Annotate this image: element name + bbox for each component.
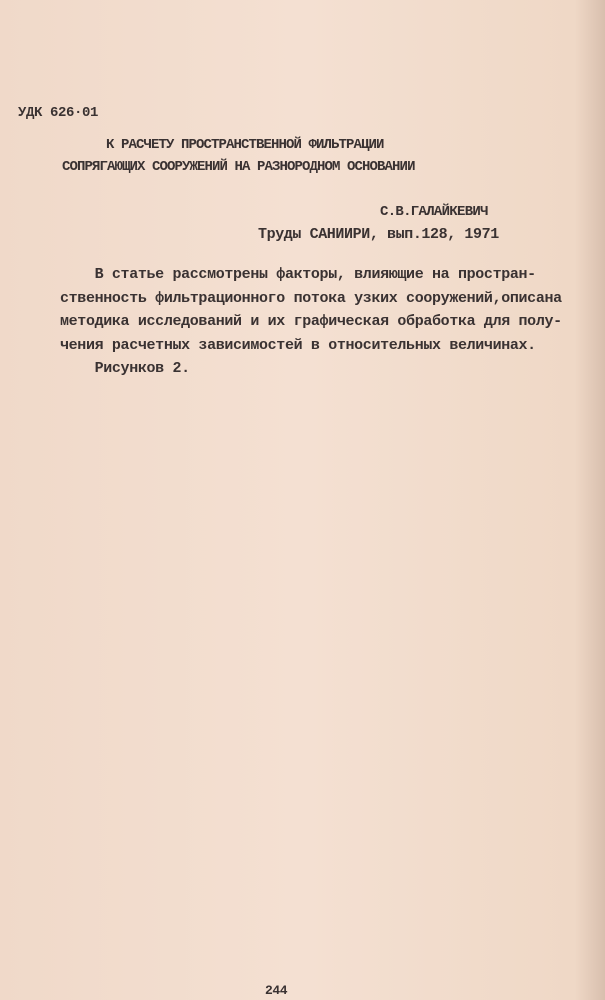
title-line-2: СОПРЯГАЮЩИХ СООРУЖЕНИЙ НА РАЗНОРОДНОМ ОСНОВАНИИ xyxy=(62,159,415,175)
abstract-line: ственность фильтрационного потока узких сооружений,описана xyxy=(60,289,562,307)
page-number: 244 xyxy=(265,983,288,998)
abstract xyxy=(60,263,562,381)
author: С.В.ГАЛАЙКЕВИЧ xyxy=(380,204,488,220)
abstract-line: методика исследований и их графическая обработка для полу- xyxy=(60,313,562,330)
abstract-line: Рисунков 2. xyxy=(60,360,190,377)
udk-code: УДК 626·01 xyxy=(18,105,99,121)
title-line-1: К РАСЧЕТУ ПРОСТРАНСТВЕННОЙ ФИЛЬТРАЦИИ xyxy=(106,137,384,153)
source-citation: Труды САНИИРИ, вып.128, 1971 xyxy=(258,226,499,243)
abstract-line: В статье рассмотрены факторы, влияющие на простран- xyxy=(60,266,536,283)
abstract-line: чения расчетных зависимостей в относительных величинах. xyxy=(60,336,536,354)
